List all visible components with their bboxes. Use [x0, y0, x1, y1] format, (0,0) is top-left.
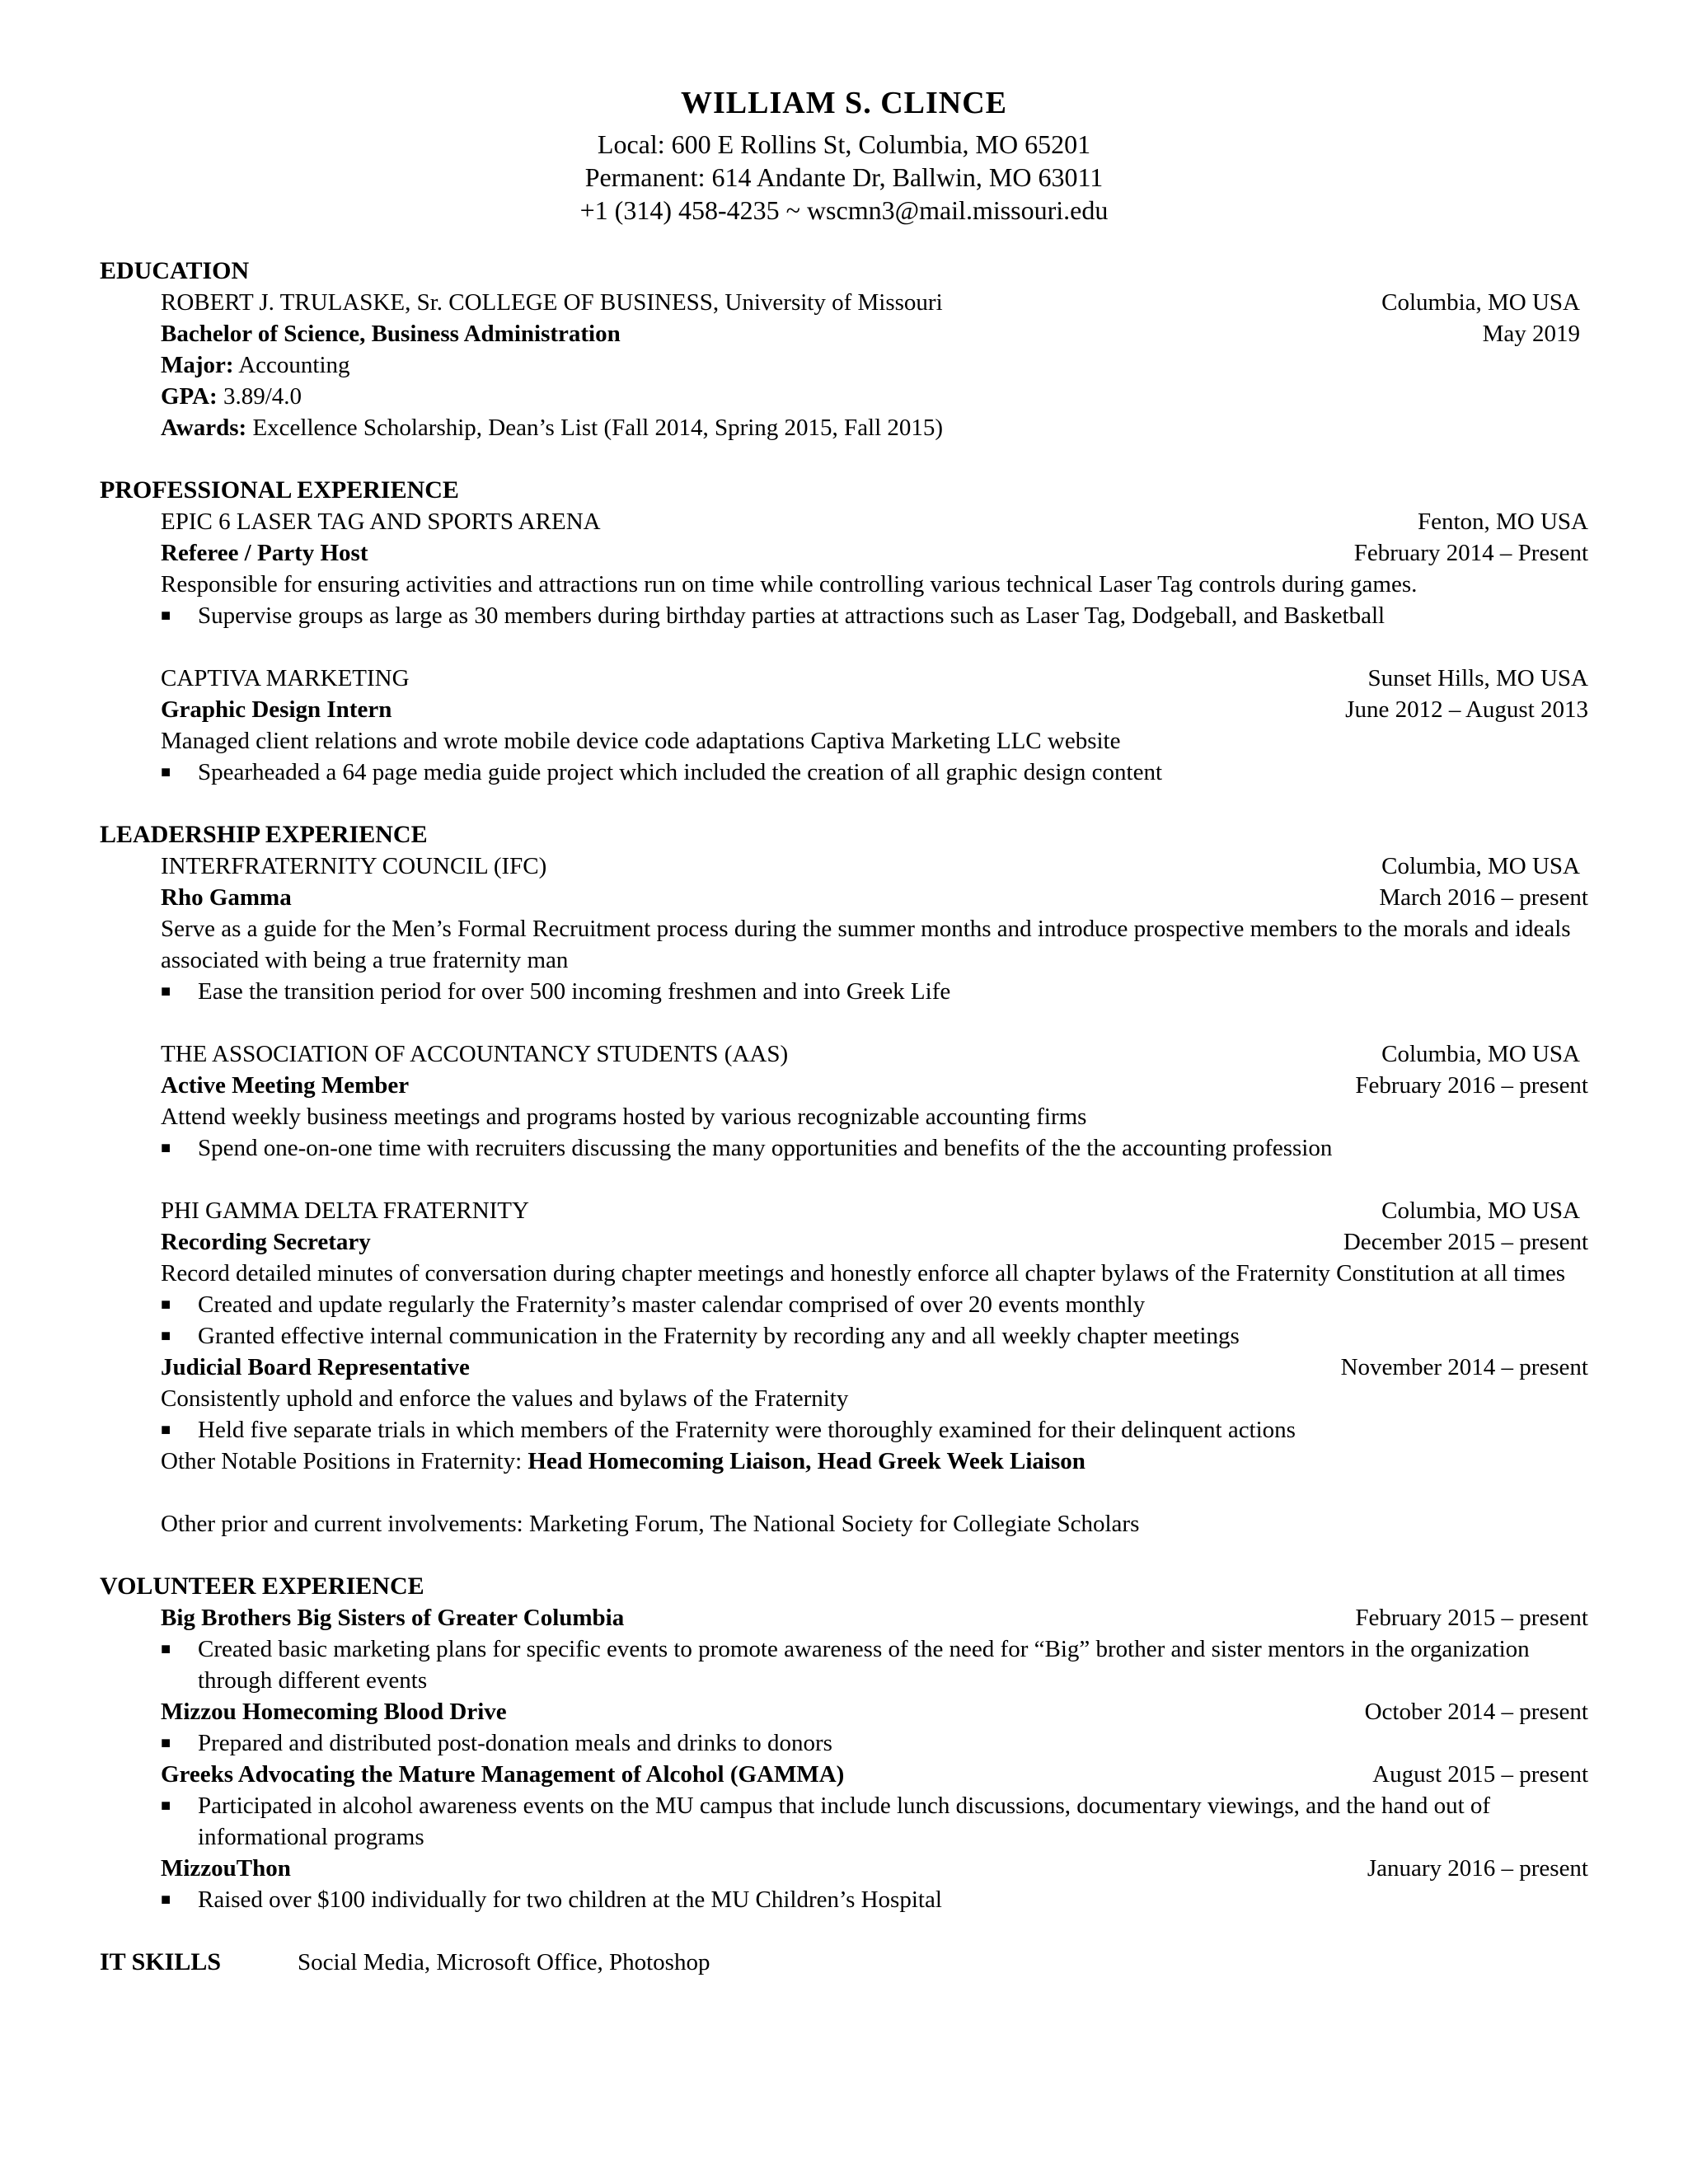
volunteer-date: October 2014 – present — [1364, 1699, 1588, 1725]
leadership-entry-ifc — [161, 851, 1592, 1007]
job-bullet: ■ Supervise groups as large as 30 members during birthday parties at attractions such as Laser Tag, Dodgeball, and Basketball — [161, 600, 1592, 631]
job-entry — [161, 663, 1592, 788]
resume-body — [100, 255, 1592, 1978]
job-role-row — [161, 537, 1592, 569]
job-location: Fenton, MO USA — [1417, 509, 1588, 535]
volunteer-bullet: ■ Raised over $100 individually for two children at the MU Children’s Hospital — [161, 1884, 1592, 1915]
square-bullet-icon: ■ — [161, 1327, 171, 1345]
contact-line: +1 (314) 458-4235 ~ wscmn3@mail.missouri.edu — [579, 195, 1109, 225]
job-role: Graphic Design Intern — [161, 696, 392, 723]
volunteer-row — [161, 1696, 1592, 1727]
permanent-address: Permanent: 614 Andante Dr, Ballwin, MO 63011 — [584, 162, 1104, 192]
leadership-entry-phi-gamma-delta — [161, 1195, 1592, 1477]
local-address: Local: 600 E Rollins St, Columbia, MO 65201 — [597, 129, 1091, 159]
org-name: INTERFRATERNITY COUNCIL (IFC) — [161, 853, 547, 879]
volunteer-bullet: ■ Participated in alcohol awareness events on the MU campus that include lunch discussions, documentary viewings, and the hand out of informational programs — [161, 1790, 1592, 1853]
job-org: EPIC 6 LASER TAG AND SPORTS ARENA — [161, 509, 601, 535]
awards-label: Awards: — [161, 415, 247, 441]
education-section — [100, 255, 1592, 443]
leadership-entry-aas — [161, 1038, 1592, 1164]
role-title: Judicial Board Representative — [161, 1354, 470, 1380]
square-bullet-icon: ■ — [161, 763, 171, 781]
role-description: Consistently uphold and enforce the values and bylaws of the Fraternity — [161, 1385, 849, 1412]
role-title: Recording Secretary — [161, 1229, 371, 1255]
job-entry — [161, 506, 1592, 631]
section-title-professional: PROFESSIONAL EXPERIENCE — [100, 476, 459, 504]
volunteer-org: Mizzou Homecoming Blood Drive — [161, 1699, 507, 1725]
job-description: Managed client relations and wrote mobile device code adaptations Captiva Marketing LLC website — [161, 728, 1121, 754]
job-org: CAPTIVA MARKETING — [161, 665, 410, 691]
school-row — [161, 287, 1592, 318]
job-role: Referee / Party Host — [161, 540, 368, 566]
role-row — [161, 882, 1592, 913]
major-value: Accounting — [238, 352, 350, 378]
gpa-value: 3.89/4.0 — [223, 383, 302, 410]
degree: Bachelor of Science, Business Administration — [161, 321, 621, 347]
role-bullet: ■ Held five separate trials in which members of the Fraternity were thoroughly examined for their delinquent actions — [161, 1414, 1592, 1446]
degree-row — [161, 318, 1592, 349]
job-location: Sunset Hills, MO USA — [1367, 665, 1588, 691]
skills-list: Social Media, Microsoft Office, Photoshop — [298, 1949, 710, 1975]
volunteer-row — [161, 1602, 1592, 1633]
role-bullet: ■ Granted effective internal communication in the Fraternity by recording any and all weekly chapter meetings — [161, 1320, 1592, 1352]
role-title: Active Meeting Member — [161, 1072, 410, 1099]
square-bullet-icon: ■ — [161, 1139, 171, 1157]
job-bullet: ■ Spearheaded a 64 page media guide project which included the creation of all graphic design content — [161, 757, 1592, 788]
job-role-row — [161, 694, 1592, 725]
role-date: November 2014 – present — [1340, 1354, 1588, 1380]
org-name: PHI GAMMA DELTA FRATERNITY — [161, 1197, 529, 1224]
square-bullet-icon: ■ — [161, 607, 171, 625]
other-positions-label: Other Notable Positions in Fraternity: — [161, 1448, 523, 1474]
square-bullet-icon: ■ — [161, 982, 171, 1001]
section-title-skills: IT SKILLS — [100, 1948, 222, 1975]
volunteer-org: Big Brothers Big Sisters of Greater Columbia — [161, 1605, 625, 1631]
org-row — [161, 851, 1592, 882]
school-name: ROBERT J. TRULASKE, Sr. COLLEGE OF BUSINESS, University of Missouri — [161, 289, 943, 316]
job-org-row — [161, 663, 1592, 694]
role-description: Serve as a guide for the Men’s Formal Recruitment process during the summer months and introduce prospective members to the morals and ideals associated with being a true fraternity man — [161, 916, 1571, 973]
role-title: Rho Gamma — [161, 884, 292, 911]
square-bullet-icon: ■ — [161, 1640, 171, 1658]
professional-section — [100, 475, 1592, 788]
job-date: February 2014 – Present — [1353, 540, 1588, 566]
role-date: December 2015 – present — [1343, 1229, 1588, 1255]
volunteer-section — [100, 1571, 1592, 1915]
volunteer-bullet: ■ Created basic marketing plans for specific events to promote awareness of the need for “Big” brother and sister mentors in the organization through different events — [161, 1633, 1592, 1696]
role-description: Record detailed minutes of conversation during chapter meetings and honestly enforce all chapter bylaws of the Fraternity Constitution at all times — [161, 1260, 1566, 1286]
org-location: Columbia, MO USA — [1381, 1197, 1580, 1224]
org-name: THE ASSOCIATION OF ACCOUNTANCY STUDENTS (AAS) — [161, 1041, 789, 1067]
volunteer-date: February 2015 – present — [1355, 1605, 1588, 1631]
role-row — [161, 1070, 1592, 1101]
other-involvements: Other prior and current involvements: Marketing Forum, The National Society for Collegiate Scholars — [161, 1511, 1140, 1537]
volunteer-row — [161, 1853, 1592, 1884]
square-bullet-icon: ■ — [161, 1421, 171, 1439]
other-positions-value: Head Homecoming Liaison, Head Greek Week Liaison — [528, 1448, 1085, 1474]
org-location: Columbia, MO USA — [1381, 853, 1580, 879]
square-bullet-icon: ■ — [161, 1797, 171, 1815]
volunteer-bullet: ■ Prepared and distributed post-donation meals and drinks to donors — [161, 1727, 1592, 1759]
volunteer-date: January 2016 – present — [1367, 1855, 1588, 1882]
role-bullet: ■ Ease the transition period for over 500 incoming freshmen and into Greek Life — [161, 976, 1592, 1007]
job-description: Responsible for ensuring activities and attractions run on time while controlling various technical Laser Tag controls during games. — [161, 571, 1418, 598]
role-bullet: ■ Created and update regularly the Fraternity’s master calendar comprised of over 20 events monthly — [161, 1289, 1592, 1320]
job-date: June 2012 – August 2013 — [1345, 696, 1588, 723]
section-title-education: EDUCATION — [100, 257, 250, 284]
role-bullet: ■ Spend one-on-one time with recruiters discussing the many opportunities and benefits of the the accounting profession — [161, 1132, 1592, 1164]
org-row — [161, 1038, 1592, 1070]
square-bullet-icon: ■ — [161, 1891, 171, 1909]
candidate-name: WILLIAM S. CLINCE — [680, 86, 1008, 120]
awards-value: Excellence Scholarship, Dean’s List (Fall 2014, Spring 2015, Fall 2015) — [252, 415, 944, 441]
square-bullet-icon: ■ — [161, 1734, 171, 1752]
square-bullet-icon: ■ — [161, 1296, 171, 1314]
role-row — [161, 1226, 1592, 1258]
major-label: Major: — [161, 352, 234, 378]
volunteer-org: Greeks Advocating the Mature Management of Alcohol (GAMMA) — [161, 1761, 845, 1788]
section-title-volunteer: VOLUNTEER EXPERIENCE — [100, 1572, 424, 1600]
graduation-date: May 2019 — [1482, 321, 1580, 347]
volunteer-org: MizzouThon — [161, 1855, 291, 1882]
role-row — [161, 1352, 1592, 1383]
awards-line — [161, 412, 1592, 443]
school-location: Columbia, MO USA — [1381, 289, 1580, 316]
job-org-row — [161, 506, 1592, 537]
major-line — [161, 349, 1592, 381]
role-date: March 2016 – present — [1379, 884, 1588, 911]
gpa-line — [161, 381, 1592, 412]
role-date: February 2016 – present — [1355, 1072, 1588, 1099]
leadership-section — [100, 819, 1592, 1540]
resume-header — [0, 78, 1688, 227]
volunteer-date: August 2015 – present — [1372, 1761, 1588, 1788]
skills-section — [100, 1947, 1592, 1978]
role-description: Attend weekly business meetings and programs hosted by various recognizable accounting firms — [161, 1104, 1087, 1130]
org-row — [161, 1195, 1592, 1226]
volunteer-row — [161, 1759, 1592, 1790]
org-location: Columbia, MO USA — [1381, 1041, 1580, 1067]
section-title-leadership: LEADERSHIP EXPERIENCE — [100, 821, 428, 848]
other-positions-line — [161, 1446, 1592, 1477]
gpa-label: GPA: — [161, 383, 218, 410]
